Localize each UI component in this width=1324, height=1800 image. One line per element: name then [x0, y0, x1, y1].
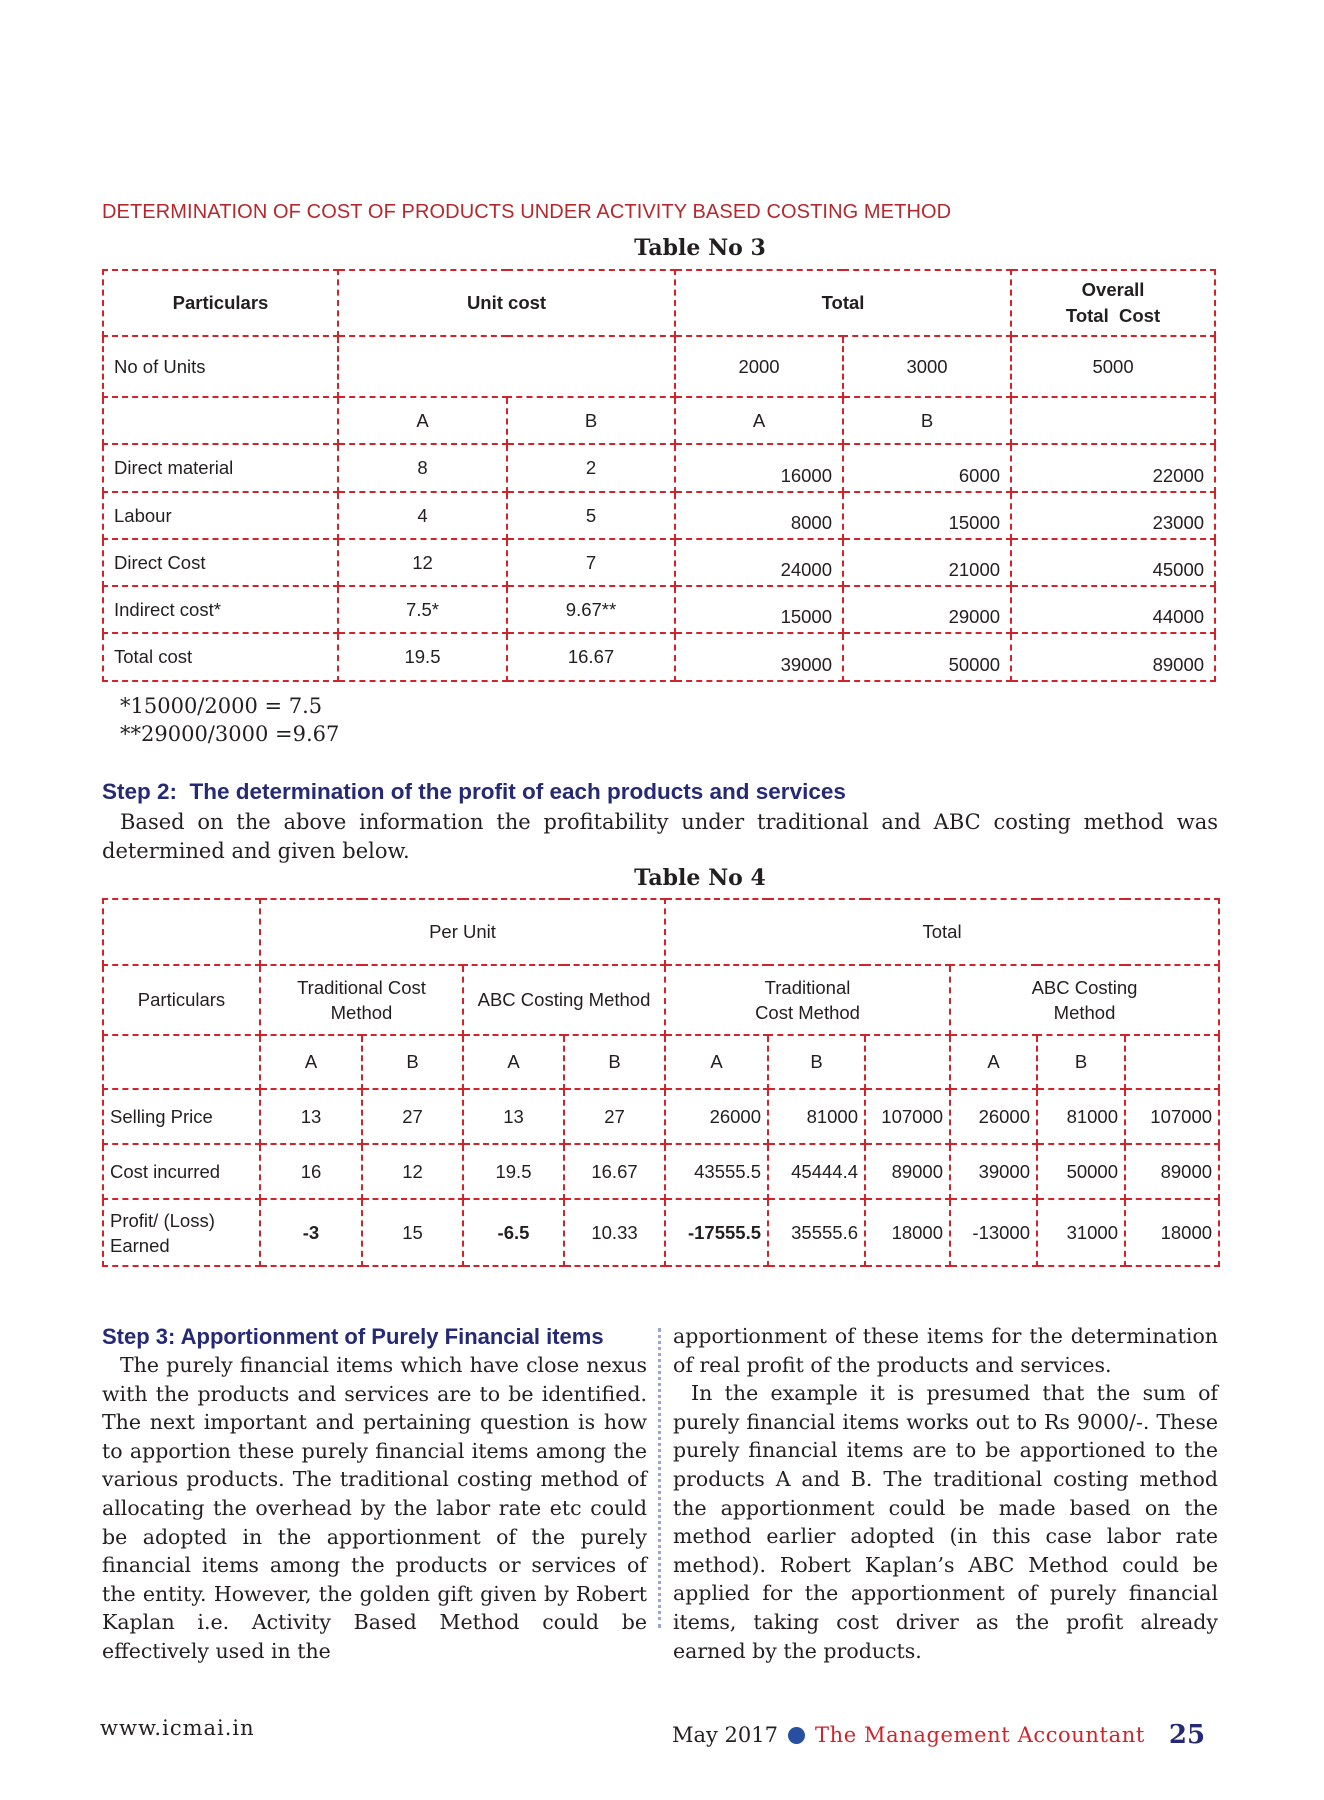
table-row	[103, 492, 1215, 539]
cell-value: 81000	[768, 1089, 865, 1144]
footnote-indirect-a: *15000/2000 = 7.5	[120, 694, 323, 718]
cell-value: 89000	[1125, 1144, 1219, 1199]
cell-value: 26000	[950, 1089, 1037, 1144]
cell-value: 19.5	[338, 633, 507, 681]
row-label: Profit/ (Loss) Earned	[103, 1199, 260, 1266]
cell-value: 50000	[843, 633, 1011, 681]
cell-value: 18000	[1125, 1199, 1219, 1266]
cell-value-loss: -17555.5	[665, 1199, 768, 1266]
cell-value: 19.5	[463, 1144, 564, 1199]
footer-magazine-name: The Management Accountant	[815, 1723, 1145, 1747]
cell-value: 26000	[665, 1089, 768, 1144]
cell-value: 13	[463, 1089, 564, 1144]
step2-paragraph: Based on the above information the profitability under traditional and ABC costing method was determined and given below.	[102, 810, 1218, 863]
step2-heading: Step 2: The determination of the profit of each products and services	[102, 779, 846, 804]
col-label: A	[260, 1035, 362, 1089]
table-row	[103, 1144, 1219, 1199]
step3-left-paragraph: The purely financial items which have close nexus with the products and services are to be identified. The next important and pertaining question is how to apportion these purely financial items among the various products. The traditional costing method of allocating the overhead by the labor rate etc could be adopted in the apportionment of the purely financial items among the products or services of the entity. However, the golden gift given by Robert Kaplan i.e. Activity Based Method could be effectively used in the	[102, 1353, 647, 1663]
t4-header-particulars: Particulars	[103, 965, 260, 1035]
cell-value: 16.67	[564, 1144, 665, 1199]
cell-value: 22000	[1011, 444, 1215, 492]
table-row	[103, 444, 1215, 492]
table-row	[103, 1199, 1219, 1266]
col-label: A	[950, 1035, 1037, 1089]
cell-value: 9.67**	[507, 586, 675, 633]
cell-value: 44000	[1011, 586, 1215, 633]
cell-value: 50000	[1037, 1144, 1125, 1199]
cell-value: 21000	[843, 539, 1011, 586]
col-label: A	[463, 1035, 564, 1089]
cell-value: 16000	[675, 444, 843, 492]
step3-heading: Step 3: Apportionment of Purely Financial items	[102, 1324, 604, 1349]
cell-value: 107000	[1125, 1089, 1219, 1144]
t3-header-overall	[1011, 270, 1215, 336]
cell-value: 6000	[843, 444, 1011, 492]
cell-value: 12	[362, 1144, 463, 1199]
row-label: Direct material	[103, 444, 338, 492]
row-label: Labour	[103, 492, 338, 539]
t3-header-overall-line2: Total Cost	[1065, 305, 1161, 326]
cell-value: 7.5*	[338, 586, 507, 633]
cell-value: 31000	[1037, 1199, 1125, 1266]
table-row	[103, 1089, 1219, 1144]
cell-value: 27	[564, 1089, 665, 1144]
cell-value: 12	[338, 539, 507, 586]
row-label: No of Units	[103, 336, 338, 397]
cell-value-loss: -6.5	[463, 1199, 564, 1266]
row-label: Cost incurred	[103, 1144, 260, 1199]
cell-value: 16	[260, 1144, 362, 1199]
page-number: 25	[1168, 1720, 1206, 1750]
t3-header-unit-cost: Unit cost	[338, 270, 675, 336]
cell-value: 4	[338, 492, 507, 539]
t4-header-total-traditional	[665, 965, 950, 1035]
cell-value: 16.67	[507, 633, 675, 681]
footer-publication	[672, 1720, 1205, 1750]
table-row	[103, 1035, 1219, 1089]
col-label-a: A	[338, 397, 507, 444]
t4-header-total-traditional-line2: Cost Method	[755, 1002, 860, 1023]
cell-value-loss: -3	[260, 1199, 362, 1266]
step3-left-column	[102, 1322, 647, 1666]
footer-url: www.icmai.in	[100, 1716, 255, 1740]
empty-cell	[103, 397, 338, 444]
col-label: A	[665, 1035, 768, 1089]
t3-header-overall-line1: Overall	[1081, 279, 1145, 300]
cell-value: 5	[507, 492, 675, 539]
cell-value: 29000	[843, 586, 1011, 633]
row-label: Indirect cost*	[103, 586, 338, 633]
cell-value: 10.33	[564, 1199, 665, 1266]
t4-header-total-abc-line2: Method	[1053, 1002, 1116, 1023]
table-row	[103, 586, 1215, 633]
empty-cell	[1011, 397, 1215, 444]
t4-header-total-traditional-line1: Traditional	[764, 977, 851, 998]
row-label: Selling Price	[103, 1089, 260, 1144]
table3	[102, 269, 1216, 682]
table-row	[103, 633, 1215, 681]
cell-value: 39000	[675, 633, 843, 681]
t4-header-total-abc-line1: ABC Costing	[1031, 977, 1138, 998]
table-row	[103, 539, 1215, 586]
section-title: DETERMINATION OF COST OF PRODUCTS UNDER ACTIVITY BASED COSTING METHOD	[102, 201, 952, 223]
table-row	[103, 336, 1215, 397]
cell-value: 89000	[1011, 633, 1215, 681]
cell-value: 39000	[950, 1144, 1037, 1199]
table4-caption: Table No 4	[634, 865, 766, 891]
footer-date: May 2017	[672, 1723, 779, 1747]
cell-value: 107000	[865, 1089, 950, 1144]
empty-cell	[103, 899, 260, 965]
cell-value: 24000	[675, 539, 843, 586]
cell-value: 5000	[1011, 336, 1215, 397]
t4-header-pu-abc: ABC Costing Method	[463, 965, 665, 1035]
cell-value: 15000	[675, 586, 843, 633]
table3-caption: Table No 3	[634, 235, 766, 261]
t4-header-total: Total	[665, 899, 1219, 965]
cell-value: 43555.5	[665, 1144, 768, 1199]
cell-value: 45444.4	[768, 1144, 865, 1199]
cell-value: 13	[260, 1089, 362, 1144]
empty-cell	[103, 1035, 260, 1089]
col-label	[1125, 1035, 1219, 1089]
t3-header-total: Total	[675, 270, 1011, 336]
table-row	[103, 397, 1215, 444]
cell-value: 18000	[865, 1199, 950, 1266]
column-divider	[658, 1328, 661, 1628]
cell-value: 45000	[1011, 539, 1215, 586]
cell-value: 81000	[1037, 1089, 1125, 1144]
cell-value: -13000	[950, 1199, 1037, 1266]
cell-value: 15	[362, 1199, 463, 1266]
col-label-b: B	[843, 397, 1011, 444]
t4-header-total-abc	[950, 965, 1219, 1035]
col-label: B	[564, 1035, 665, 1089]
cell-value: 8000	[675, 492, 843, 539]
cell-value: 35555.6	[768, 1199, 865, 1266]
table4	[102, 898, 1220, 1267]
cell-value: 7	[507, 539, 675, 586]
cell-value: 27	[362, 1089, 463, 1144]
bullet-dot-icon	[788, 1727, 805, 1744]
step3-right-column	[673, 1322, 1218, 1665]
cell-value: 3000	[843, 336, 1011, 397]
cell-value: 2000	[675, 336, 843, 397]
cell-value: 2	[507, 444, 675, 492]
col-label-b: B	[507, 397, 675, 444]
col-label: B	[362, 1035, 463, 1089]
empty-cell	[338, 336, 675, 397]
t4-header-per-unit: Per Unit	[260, 899, 665, 965]
col-label-a: A	[675, 397, 843, 444]
t4-header-pu-traditional: Traditional Cost Method	[260, 965, 463, 1035]
footnote-indirect-b: **29000/3000 =9.67	[120, 722, 340, 746]
cell-value: 8	[338, 444, 507, 492]
step3-right-paragraph-1: apportionment of these items for the determination of real profit of the products and services.	[673, 1324, 1218, 1377]
step3-right-paragraph-2: In the example it is presumed that the sum of purely financial items works out to Rs 9000/-. These purely financial items are to be apportioned to the products A and B. The traditional costing method the apportionment could be made based on the method earlier adopted (in this case labor rate method). Robert Kaplan’s ABC Method could be applied for the apportionment of purely financial items, taking cost driver as the profit already earned by the products.	[673, 1381, 1218, 1663]
cell-value: 15000	[843, 492, 1011, 539]
col-label: B	[768, 1035, 865, 1089]
col-label	[865, 1035, 950, 1089]
cell-value: 23000	[1011, 492, 1215, 539]
cell-value: 89000	[865, 1144, 950, 1199]
row-label: Total cost	[103, 633, 338, 681]
t3-header-particulars: Particulars	[103, 270, 338, 336]
col-label: B	[1037, 1035, 1125, 1089]
row-label: Direct Cost	[103, 539, 338, 586]
